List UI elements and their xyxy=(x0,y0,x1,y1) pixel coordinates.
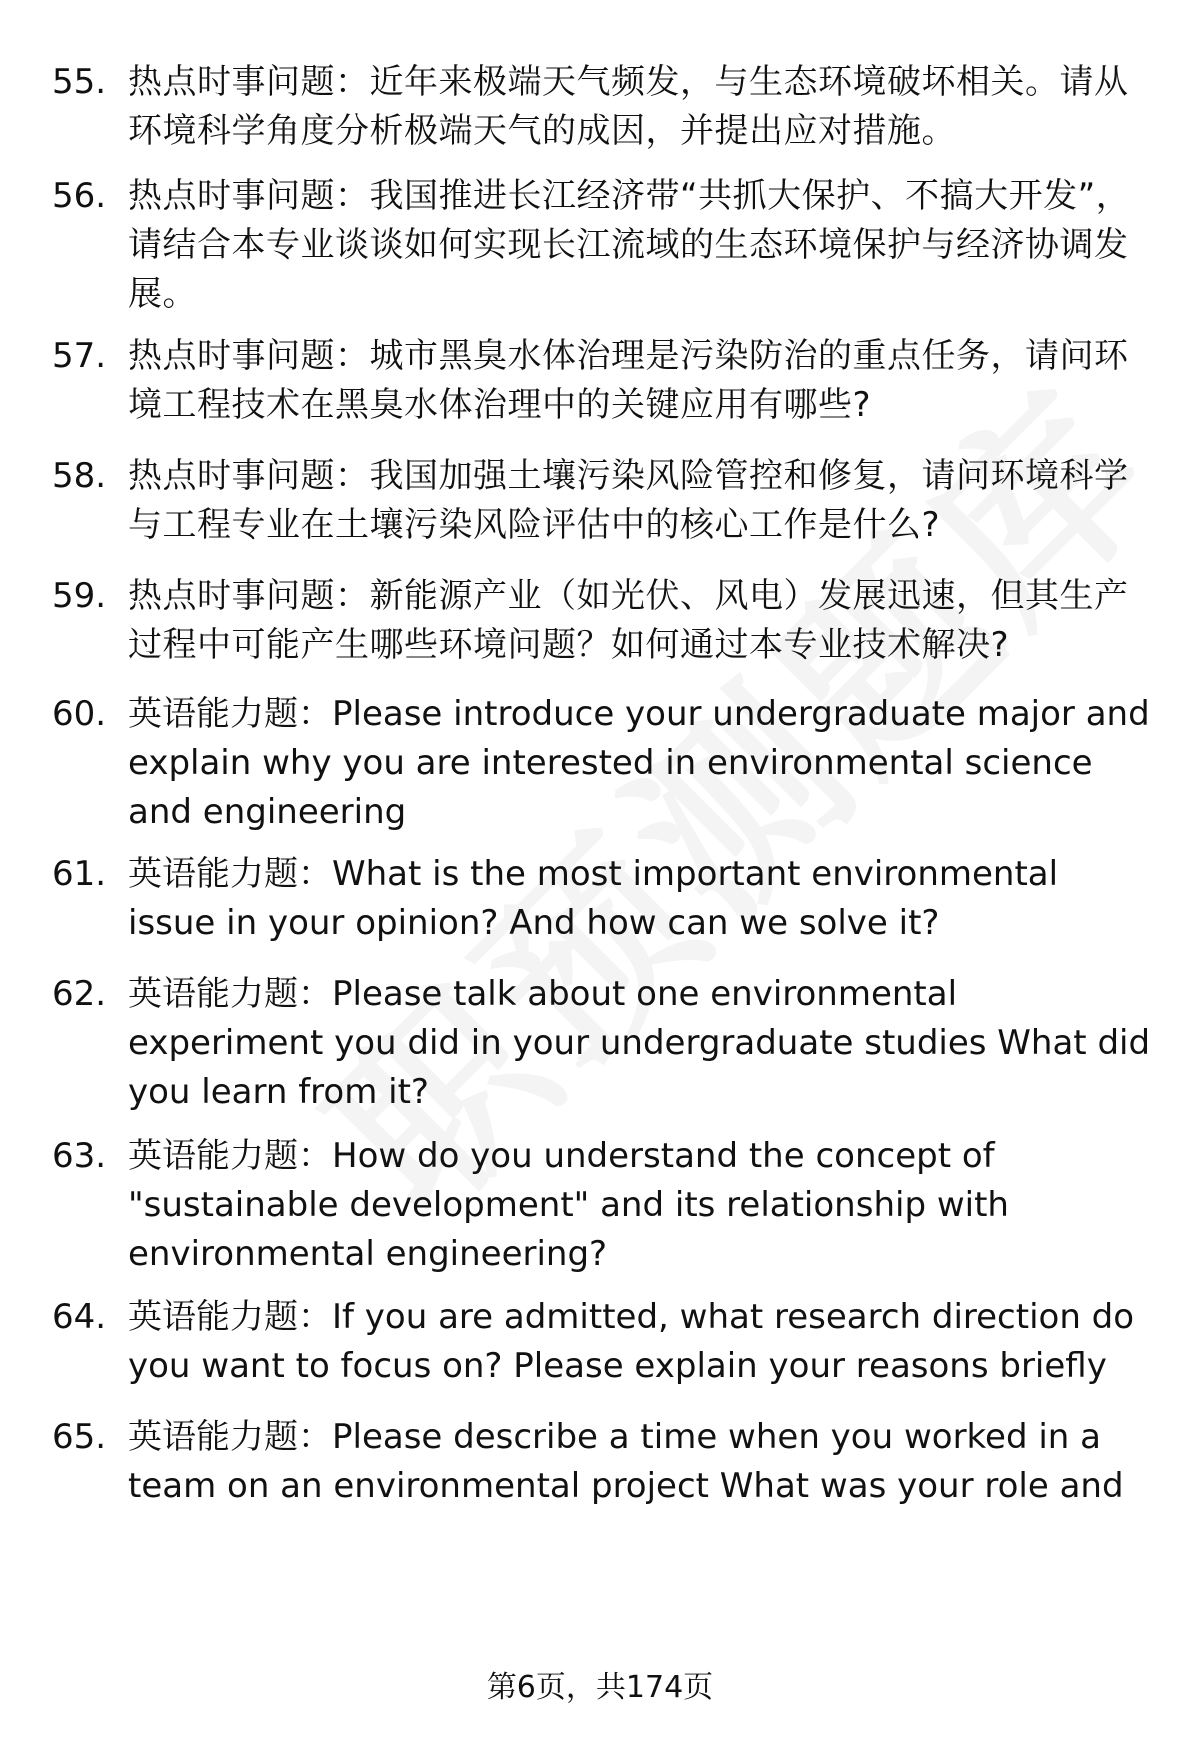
question-text: 热点时事问题：新能源产业（如光伏、风电）发展迅速，但其生产过程中可能产生哪些环境问题？如何通过本专业技术解决? xyxy=(128,576,1129,665)
question-number: 63. xyxy=(52,1136,107,1176)
question-number: 55. xyxy=(52,62,107,102)
question-text: 热点时事问题：我国推进长江经济带“共抓大保护、不搞大开发”，请结合本专业谈谈如何实现长江流域的生态环境保护与经济协调发展。 xyxy=(128,176,1131,314)
question-number: 64. xyxy=(52,1297,107,1337)
question-text: 英语能力题：Please describe a time when you worked in a team on an environmental project What was your role and xyxy=(128,1417,1124,1506)
page-footer: 第6页，共174页 xyxy=(486,1670,714,1705)
question-text: 英语能力题：If you are admitted, what research direction do you want to focus on? Please explain your reasons briefly xyxy=(128,1297,1135,1386)
question-text: 英语能力题：Please talk about one environmental experiment you did in your undergraduate studies What did you learn from it? xyxy=(128,974,1151,1112)
question-text: 热点时事问题：城市黑臭水体治理是污染防治的重点任务，请问环境工程技术在黑臭水体治理中的关键应用有哪些? xyxy=(128,336,1129,425)
question-number: 62. xyxy=(52,974,107,1014)
question-text: 热点时事问题：我国加强土壤污染风险管控和修复，请问环境科学与工程专业在土壤污染风险评估中的核心工作是什么? xyxy=(128,456,1129,545)
question-number: 57. xyxy=(52,336,107,376)
question-text: 热点时事问题：近年来极端天气频发，与生态环境破坏相关。请从环境科学角度分析极端天气的成因，并提出应对措施。 xyxy=(128,62,1129,151)
question-text: 英语能力题：What is the most important environmental issue in your opinion? And how can we solve it? xyxy=(128,854,1059,943)
question-number: 60. xyxy=(52,694,107,734)
question-text: 英语能力题：How do you understand the concept of "sustainable development" and its relationship with environmental engineering? xyxy=(128,1136,1009,1274)
question-text: 英语能力题：Please introduce your undergraduate major and explain why you are interested in environmental science and engineering xyxy=(128,694,1150,832)
question-number: 65. xyxy=(52,1417,107,1457)
question-number: 58. xyxy=(52,456,107,496)
question-number: 56. xyxy=(52,176,107,216)
question-number: 59. xyxy=(52,576,107,616)
question-number: 61. xyxy=(52,854,107,894)
